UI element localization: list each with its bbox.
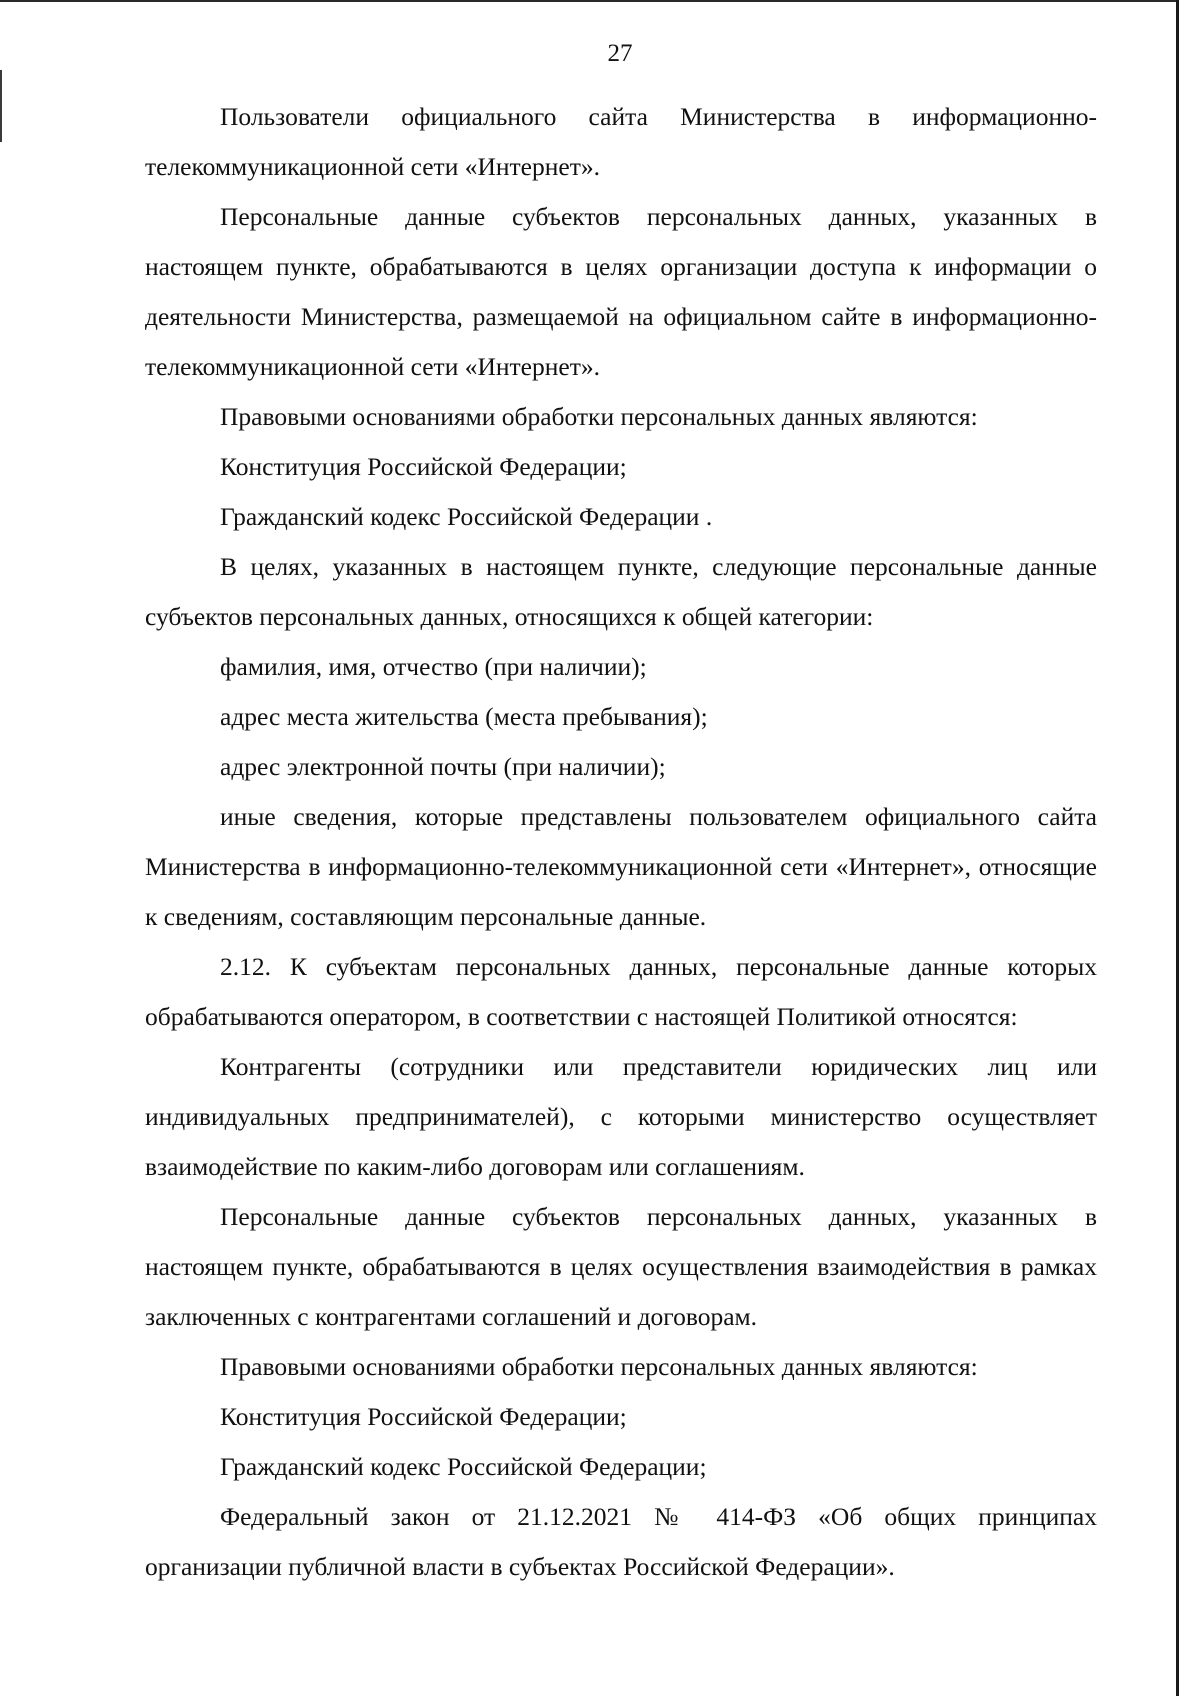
- list-item: Конституция Российской Федерации;: [220, 1402, 627, 1431]
- paragraph: Контрагенты (сотрудники или представители юридических лиц или индивидуальных предпринимателей), с которыми министерство осуществляет взаимодействие по каким-либо договорам или соглашениям.: [145, 1052, 1097, 1181]
- list-item: фамилия, имя, отчество (при наличии);: [220, 652, 647, 681]
- paragraph: Персональные данные субъектов персональных данных, указанных в настоящем пункте, обрабатываются в целях осуществления взаимодействия в рамках заключенных с контрагентами соглашений и договорам.: [145, 1202, 1097, 1331]
- list-item: адрес места жительства (места пребывания);: [220, 702, 708, 731]
- document-body: [145, 92, 1097, 1592]
- page-number: 27: [607, 40, 633, 67]
- paragraph: В целях, указанных в настоящем пункте, следующие персональные данные субъектов персональных данных, относящихся к общей категории:: [145, 552, 1097, 631]
- paragraph: Правовыми основаниями обработки персональных данных являются:: [220, 1352, 978, 1381]
- section-paragraph: 2.12. К субъектам персональных данных, персональные данные которых обрабатываются оператором, в соответствии с настоящей Политикой относятся:: [145, 952, 1097, 1031]
- scan-border-top: [0, 0, 1179, 2]
- list-item: Конституция Российской Федерации;: [220, 452, 627, 481]
- scan-mark-left: [0, 70, 2, 142]
- list-item: адрес электронной почты (при наличии);: [220, 752, 666, 781]
- list-item: Гражданский кодекс Российской Федерации;: [220, 1452, 707, 1481]
- paragraph: Пользователи официального сайта Министерства в информационно-телекоммуникационной сети «Интернет».: [145, 102, 1097, 181]
- paragraph: Персональные данные субъектов персональных данных, указанных в настоящем пункте, обрабатываются в целях организации доступа к информации о деятельности Министерства, размещаемой на официальном сайте в информационно-телекоммуникационной сети «Интернет».: [145, 202, 1097, 381]
- list-item: иные сведения, которые представлены пользователем официального сайта Министерства в информационно-телекоммуникационной сети «Интернет», относящие к сведениям, составляющим персональные данные.: [145, 802, 1097, 931]
- list-item: Федеральный закон от 21.12.2021 № 414-ФЗ «Об общих принципах организации публичной власти в субъектах Российской Федерации».: [145, 1502, 1097, 1581]
- paragraph: Правовыми основаниями обработки персональных данных являются:: [220, 402, 978, 431]
- scan-border-right: [1176, 0, 1179, 1696]
- list-item: Гражданский кодекс Российской Федерации .: [220, 502, 713, 531]
